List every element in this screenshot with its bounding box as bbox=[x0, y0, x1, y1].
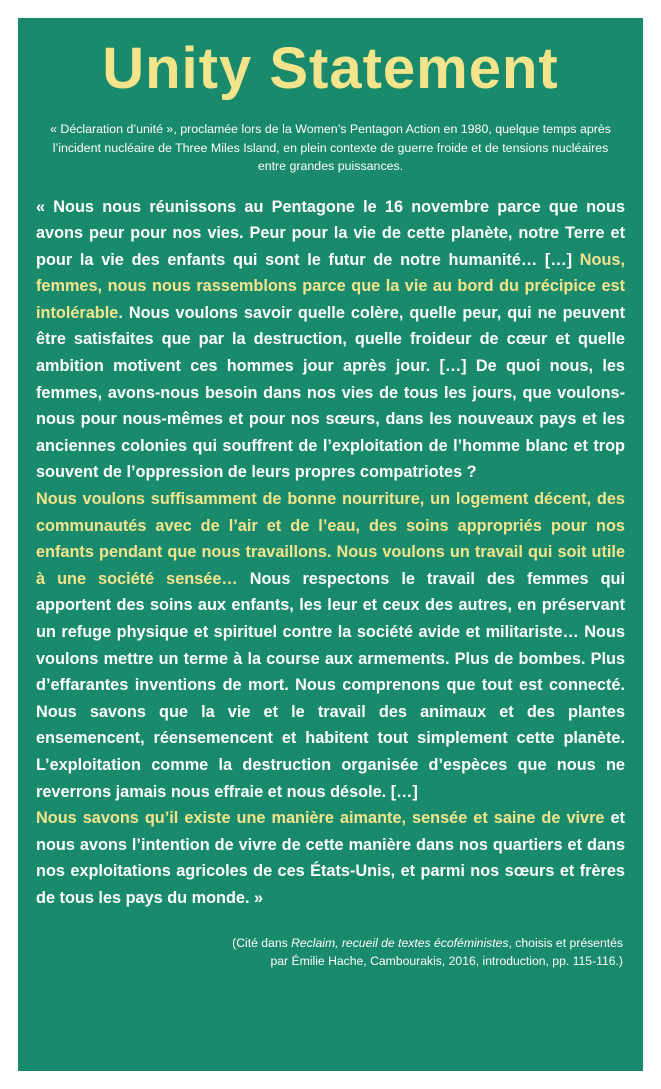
citation-prefix: (Cité dans bbox=[232, 935, 292, 950]
statement-panel bbox=[18, 18, 643, 1071]
paragraph-3 bbox=[36, 805, 625, 911]
page-title: Unity Statement bbox=[102, 36, 559, 101]
paragraph-1-text-a: « Nous nous réunissons au Pentagone le 16 novembre parce que nous avons peur pour nos vies. Peur pour la vie de cette planète, notre Terre et pour la vie des enfants qui sont le futur de notre humanité… […] bbox=[36, 197, 625, 269]
citation-suffix: , choisis et présentés bbox=[508, 935, 623, 950]
statement-body bbox=[36, 194, 625, 912]
paragraph-2 bbox=[36, 486, 625, 805]
intro-text: « Déclaration d’unité », proclamée lors de la Women’s Pentagon Action en 1980, quelque temps après l’incident nucléaire de Three Miles Island, en plein contexte de guerre froide et de tensions nucléaires entre grandes puissances. bbox=[50, 122, 611, 173]
paragraph-2-text-a: Nous respectons le travail des femmes qui apportent des soins aux enfants, les leur et ceux des autres, en préservant un refuge physique et spirituel contre la société avide et militariste… Nous voulons mettre un terme à la course aux armements. Plus de bombes. Plus d’effarantes inventions de mort. Nous comprenons que tout est connecté. Nous savons que la vie et le travail des animaux et des plantes ensemencent, réensemencent et habitent tout simplement cette planète. L’exploitation comme la destruction organisée d’espèces que nous ne reverrons jamais nous effraie et nous désole. […] bbox=[36, 569, 625, 801]
paragraph-3-highlight: Nous savons qu’il existe une manière aimante, sensée et saine de vivre bbox=[36, 809, 605, 828]
citation-line-2: par Émilie Hache, Cambourakis, 2016, introduction, pp. 115-116.) bbox=[270, 954, 623, 969]
paragraph-1-highlight: Nous, femmes, nous nous rassemblons parce que la vie au bord du précipice est intolérable bbox=[36, 250, 625, 322]
paragraph-1-text-b: . Nous voulons savoir quelle colère, quelle peur, qui ne peuvent être satisfaites que par la destruction, quelle froideur de cœur et quelle ambition motivent ces hommes jour après jour. […] De quoi nous, les femmes, avons-nous besoin dans nos vies de tous les jours, que voulons-nous pour nous-mêmes et pour nos sœurs, dans les nouveaux pays et les anciennes colonies qui souffrent de l’exploitation de l’homme blanc et trop souvent de l’oppression de leurs propres compatriotes ? bbox=[36, 303, 625, 482]
citation-book-title: Reclaim, recueil de textes écoféministes bbox=[291, 935, 509, 950]
paragraph-3-text-a: et nous avons l’intention de vivre de cette manière dans nos quartiers et dans nos exploitations agricoles de ces États-Unis, et parmi nos sœurs et frères de tous les pays du monde. » bbox=[36, 809, 625, 907]
source-citation bbox=[36, 934, 625, 971]
paragraph-1 bbox=[36, 194, 625, 487]
paragraph-2-highlight: Nous voulons suffisamment de bonne nourriture, un logement décent, des communautés avec de l’air et de l’eau, des soins appropriés pour nos enfants pendant que nous travaillons. Nous voulons un travail qui soit utile à une société sensée… bbox=[36, 490, 625, 588]
